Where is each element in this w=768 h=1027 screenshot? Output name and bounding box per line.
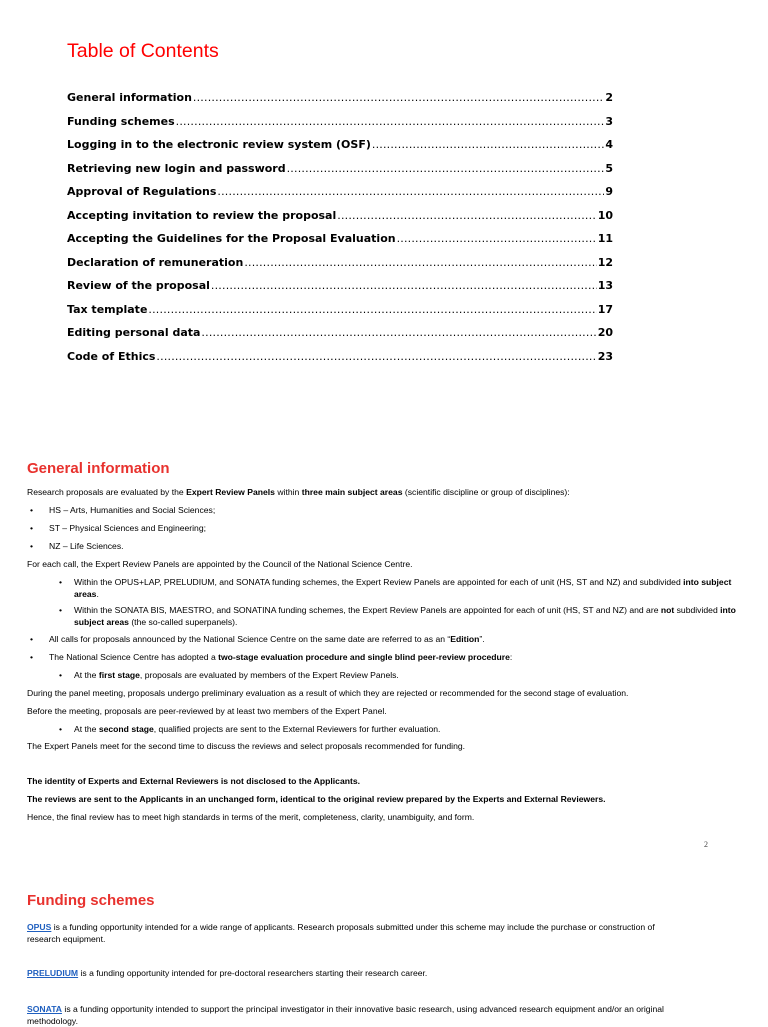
toc-entry-title: Declaration of remuneration [67, 255, 244, 269]
toc-title: Table of Contents [67, 40, 219, 62]
toc-entry[interactable] [67, 256, 613, 280]
toc-entry[interactable] [67, 185, 613, 209]
toc-entry-page: 9 [605, 185, 613, 198]
paragraph-second-time: The Expert Panels meet for the second time to discuss the reviews and select proposals recommended for funding. [27, 741, 466, 751]
toc-leader-dots [148, 303, 596, 316]
intro-paragraph: Research proposals are evaluated by the Expert Review Panels within three main subject areas (scientific discipline or group of disciplines): [27, 487, 570, 497]
toc-leader-dots [201, 326, 596, 339]
toc-entry-title: General information [67, 91, 192, 104]
toc-entry-title: Editing personal data [67, 326, 201, 339]
opus-link[interactable]: OPUS [27, 922, 52, 932]
list-item: • Within the SONATA BIS, MAESTRO, and SONATINA funding schemes, the Expert Review Panels are appointed for each of unit (HS, ST and NZ) and are not subdivided into subject areas (the so-called superpanels). [59, 605, 736, 627]
toc-entry-title: Retrieving new login and password [67, 161, 286, 175]
toc-leader-dots [287, 162, 605, 175]
paragraph-panel-meeting: During the panel meeting, proposals undergo preliminary evaluation as a result of which they are rejected or recommended for the second stage of evaluation. [27, 688, 629, 698]
list-item: • At the second stage, qualified projects are sent to the External Reviewers for further evaluation. [59, 724, 441, 734]
toc-entry-page: 12 [597, 255, 613, 269]
paragraph-preludium: PRELUDIUM is a funding opportunity intended for pre-doctoral researchers starting their research career. [27, 968, 428, 978]
toc-leader-dots [211, 279, 597, 292]
section-heading-funding-schemes: Funding schemes [27, 892, 155, 909]
toc-entry-page: 4 [605, 138, 613, 151]
preludium-link[interactable]: PRELUDIUM [27, 968, 79, 978]
toc-entry-page: 11 [597, 232, 613, 245]
list-item: • The National Science Centre has adopted a two-stage evaluation procedure and single blind peer-review procedure: [30, 652, 513, 662]
toc-leader-dots [337, 209, 596, 222]
toc-entry-title: Logging in to the electronic review system (OSF) [67, 138, 371, 151]
toc-entry-title: Review of the proposal [67, 279, 210, 292]
list-item: • NZ – Life Sciences. [30, 541, 124, 551]
toc-entry[interactable] [67, 350, 613, 374]
list-item: • All calls for proposals announced by the National Science Centre on the same date are referred to as an “Edition”. [30, 634, 485, 644]
toc-entry-title: Accepting the Guidelines for the Proposal Evaluation [67, 232, 396, 245]
toc-entry-page: 3 [605, 114, 613, 128]
list-item: • At the first stage, proposals are evaluated by members of the Expert Review Panels. [59, 670, 399, 680]
toc-entry-title: Tax template [67, 302, 148, 316]
toc-leader-dots [193, 91, 604, 104]
toc-entry-page: 5 [605, 161, 613, 175]
toc-leader-dots [397, 232, 597, 245]
toc-entry[interactable] [67, 138, 613, 162]
toc-leader-dots [217, 185, 604, 198]
page-number: 2 [704, 840, 708, 849]
toc-entry[interactable] [67, 162, 613, 186]
toc-entry-title: Accepting invitation to review the proposal [67, 208, 337, 222]
toc-entry[interactable] [67, 303, 613, 327]
toc-entry-page: 2 [605, 91, 613, 104]
toc-entry-title: Code of Ethics [67, 349, 156, 363]
toc-entry-title: Approval of Regulations [67, 185, 217, 198]
toc-entry-title: Funding schemes [67, 114, 175, 128]
toc-entry-page: 10 [597, 208, 613, 222]
toc-leader-dots [244, 256, 596, 269]
toc-entry[interactable] [67, 209, 613, 233]
table-of-contents [67, 91, 613, 373]
paragraph-before-meeting: Before the meeting, proposals are peer-reviewed by at least two members of the Expert Panel. [27, 706, 387, 716]
toc-entry[interactable] [67, 326, 613, 350]
paragraph-sonata: SONATA is a funding opportunity intended to support the principal investigator in their innovative basic research, using advanced research equipment and/or an original methodology. [27, 1004, 664, 1026]
section-heading-general-information: General information [27, 460, 170, 477]
toc-entry-page: 20 [597, 326, 613, 339]
toc-entry[interactable] [67, 279, 613, 303]
toc-entry[interactable] [67, 91, 613, 115]
toc-leader-dots [372, 138, 604, 151]
paragraph-identity: The identity of Experts and External Reviewers is not disclosed to the Applicants. [27, 776, 361, 786]
paragraph-unchanged: The reviews are sent to the Applicants in an unchanged form, identical to the original review prepared by the Experts and External Reviewers. [27, 794, 606, 804]
list-item: • HS – Arts, Humanities and Social Sciences; [30, 505, 216, 515]
paragraph-opus: OPUS is a funding opportunity intended for a wide range of applicants. Research proposals submitted under this scheme may include the purchase or construction of research equipment. [27, 922, 655, 944]
paragraph-hence: Hence, the final review has to meet high standards in terms of the merit, completeness, clarity, unambiguity, and form. [27, 812, 475, 822]
toc-entry[interactable] [67, 232, 613, 256]
sonata-link[interactable]: SONATA [27, 1004, 63, 1014]
toc-leader-dots [156, 350, 596, 363]
paragraph-appointed: For each call, the Expert Review Panels are appointed by the Council of the National Science Centre. [27, 559, 413, 569]
toc-entry-page: 17 [597, 302, 613, 316]
list-item: • Within the OPUS+LAP, PRELUDIUM, and SONATA funding schemes, the Expert Review Panels are appointed for each of unit (HS, ST and NZ) and subdivided into subject areas. [59, 577, 732, 599]
toc-entry[interactable] [67, 115, 613, 139]
toc-entry-page: 13 [597, 279, 613, 292]
toc-leader-dots [176, 115, 605, 128]
toc-entry-page: 23 [597, 349, 613, 363]
list-item: • ST – Physical Sciences and Engineering; [30, 523, 207, 533]
